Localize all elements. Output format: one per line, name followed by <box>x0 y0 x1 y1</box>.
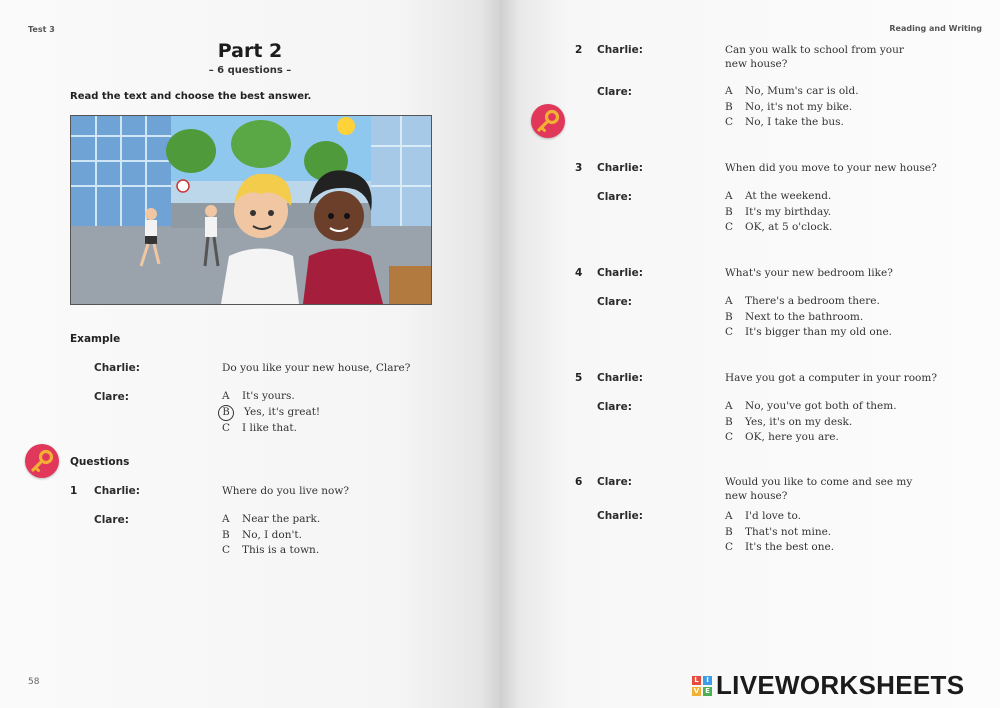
question-number: 3 <box>575 162 583 174</box>
option-c[interactable]: C OK, here you are. <box>725 431 839 443</box>
option-c[interactable]: C It's the best one. <box>725 541 835 553</box>
speaker-label: Clare: <box>597 86 632 98</box>
option-c[interactable]: C No, I take the bus. <box>725 116 844 128</box>
option-a[interactable]: A At the weekend. <box>725 190 832 202</box>
brand-name: LIVEWORKSHEETS <box>716 670 965 700</box>
speaker-label: Charlie: <box>597 44 643 56</box>
page-header-left: Test 3 <box>28 25 55 34</box>
example-option-b: B Yes, it's great! <box>222 405 320 421</box>
speaker-label: Clare: <box>597 476 632 488</box>
speaker-label: Clare: <box>597 191 632 203</box>
options <box>725 189 945 236</box>
key-icon <box>531 104 565 138</box>
question-number: 5 <box>575 372 583 384</box>
q1-speaker-charlie: Charlie: <box>94 485 140 497</box>
question-text: When did you move to your new house? <box>725 162 937 174</box>
questions-label: Questions <box>70 456 130 468</box>
example-speaker-clare: Clare: <box>94 391 129 403</box>
options <box>725 509 945 556</box>
example-option-c: C I like that. <box>222 421 297 434</box>
example-options <box>222 389 320 436</box>
circled-answer-icon: B <box>218 405 234 421</box>
option-c[interactable]: C OK, at 5 o'clock. <box>725 221 833 233</box>
option-b[interactable]: B No, it's not my bike. <box>725 100 853 113</box>
option-c[interactable]: C It's bigger than my old one. <box>725 326 893 338</box>
option-b[interactable]: B Yes, it's on my desk. <box>725 415 853 428</box>
option-a[interactable]: A No, Mum's car is old. <box>725 85 859 97</box>
options <box>725 294 945 341</box>
example-speaker-charlie: Charlie: <box>94 362 140 374</box>
liveworksheets-logo <box>692 670 964 701</box>
question-text: Would you like to come and see my new house? <box>725 476 913 502</box>
liveworksheets-blocks-icon: L I V E <box>692 676 712 696</box>
options <box>725 84 945 131</box>
q1-option-a[interactable]: A Near the park. <box>222 513 321 525</box>
option-b[interactable]: B That's not mine. <box>725 525 832 538</box>
option-b[interactable]: B It's my birthday. <box>725 205 832 218</box>
answer-key-button[interactable] <box>531 104 565 138</box>
q1-option-c[interactable]: C This is a town. <box>222 544 320 556</box>
page-header-right: Reading and Writing <box>889 24 982 33</box>
question-number: 4 <box>575 267 583 279</box>
example-label: Example <box>70 333 121 345</box>
part-title: Part 2 <box>217 40 283 62</box>
speaker-label: Charlie: <box>597 372 643 384</box>
q1-speaker-clare: Clare: <box>94 514 129 526</box>
page-number: 58 <box>28 677 40 687</box>
speaker-label: Charlie: <box>597 510 643 522</box>
question-text: Have you got a computer in your room? <box>725 372 937 384</box>
key-icon <box>25 444 59 478</box>
school-playground-illustration <box>70 115 432 305</box>
example-question: Do you like your new house, Clare? <box>222 362 411 374</box>
option-a[interactable]: A I'd love to. <box>725 510 801 522</box>
speaker-label: Clare: <box>597 296 632 308</box>
speaker-label: Charlie: <box>597 162 643 174</box>
question-text: What's your new bedroom like? <box>725 267 893 279</box>
question-number: 2 <box>575 44 583 56</box>
right-page <box>500 0 1000 708</box>
option-a[interactable]: A No, you've got both of them. <box>725 400 897 412</box>
instruction: Read the text and choose the best answer. <box>70 91 312 102</box>
speaker-label: Clare: <box>597 401 632 413</box>
question-number: 1 <box>70 485 78 497</box>
q1-options <box>222 512 320 559</box>
question-number: 6 <box>575 476 583 488</box>
q1-option-b[interactable]: B No, I don't. <box>222 528 302 541</box>
options <box>725 399 945 446</box>
answer-key-button[interactable] <box>25 444 59 478</box>
option-b[interactable]: B Next to the bathroom. <box>725 310 864 323</box>
question-text: Can you walk to school from your new house? <box>725 44 904 70</box>
q1-question: Where do you live now? <box>222 485 349 497</box>
part-subtitle: – 6 questions – <box>208 65 292 76</box>
option-a[interactable]: A There's a bedroom there. <box>725 295 880 307</box>
speaker-label: Charlie: <box>597 267 643 279</box>
example-option-a: A It's yours. <box>222 390 295 402</box>
